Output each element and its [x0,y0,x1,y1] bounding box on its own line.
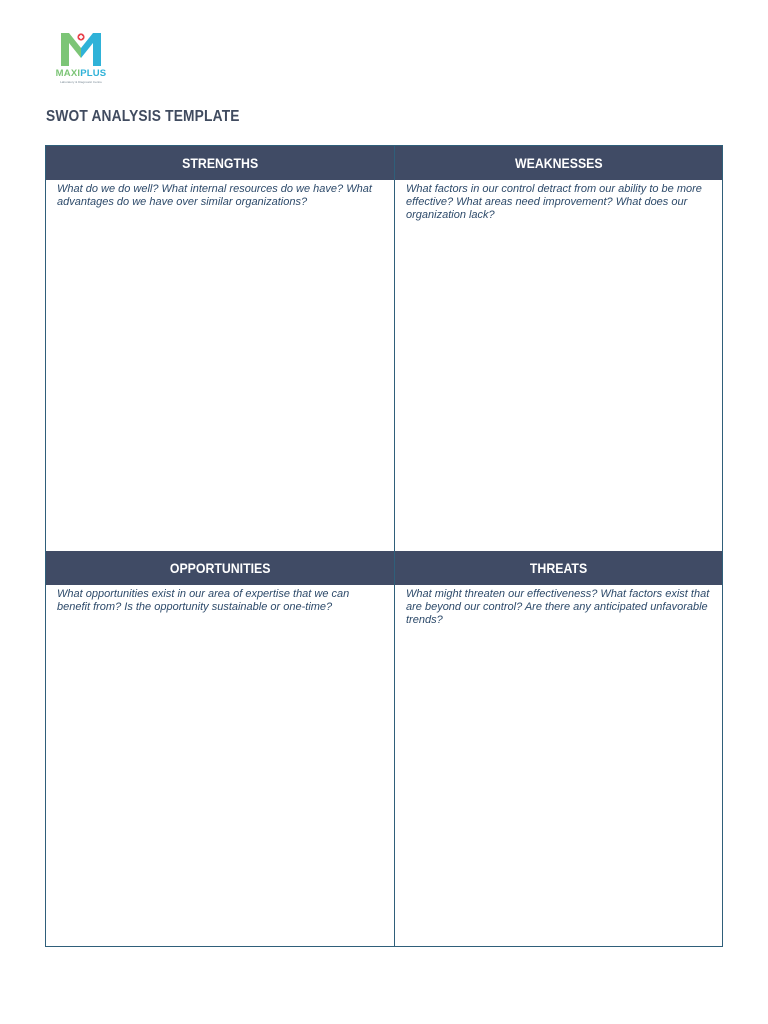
weaknesses-header: WEAKNESSES [395,146,722,180]
brand-name: MAXIPLUS [55,68,107,79]
document-title: SWOT ANALYSIS TEMPLATE [46,108,240,125]
strengths-prompt: What do we do well? What internal resources do we have? What advantages do we have over similar organizations? [57,183,372,209]
opportunities-header: OPPORTUNITIES [46,551,394,585]
threats-header: THREATS [395,551,722,585]
strengths-header: STRENGTHS [46,146,394,180]
weaknesses-quadrant[interactable] [395,146,722,551]
strengths-quadrant[interactable] [46,146,395,551]
company-logo [50,30,112,86]
brand-tagline: Laboratory & Diagnostic Centre [60,80,102,84]
threats-quadrant[interactable] [395,551,722,946]
opportunities-quadrant[interactable] [46,551,395,946]
weaknesses-prompt: What factors in our control detract from our ability to be more effective? What areas need improvement? What does our organization lack? [406,183,702,222]
opportunities-prompt: What opportunities exist in our area of expertise that we can benefit from? Is the opportunity sustainable or one-time? [57,588,350,614]
logo-m-icon [50,30,112,70]
swot-grid [45,145,723,947]
threats-prompt: What might threaten our effectiveness? What factors exist that are beyond our control? Are there any anticipated unfavorable trends? [406,588,710,627]
